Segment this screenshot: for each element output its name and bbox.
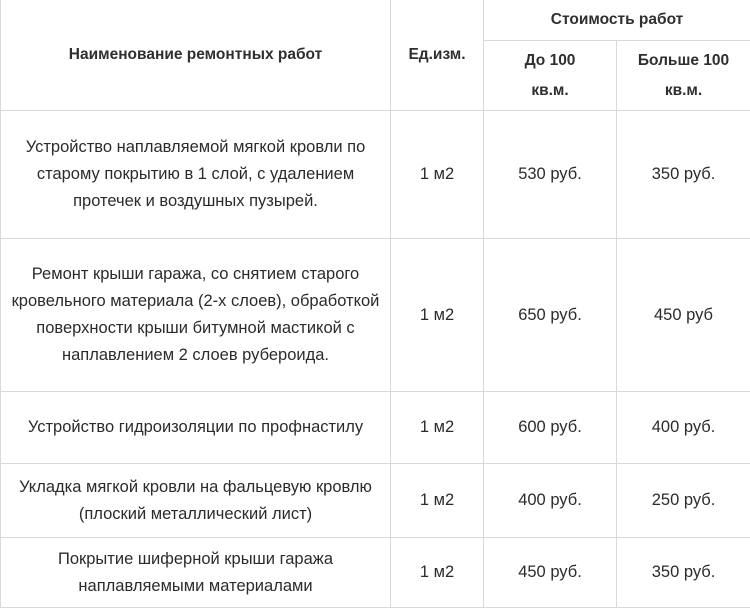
price-upto-100-cell: 450 руб. (484, 538, 617, 608)
unit-cell: 1 м2 (391, 239, 484, 392)
work-name-cell: Устройство наплавляемой мягкой кровли по старому покрытию в 1 слой, с удалением протечек и воздушных пузырей. (1, 111, 391, 239)
price-upto-100-cell: 400 руб. (484, 464, 617, 538)
table-row (1, 111, 750, 239)
header-unit: Ед.изм. (391, 0, 484, 111)
work-name-cell: Ремонт крыши гаража, со снятием старого кровельного материала (2-х слоев), обработкой поверхности крыши битумной мастикой с наплавлением 2 слоев рубероида. (1, 239, 391, 392)
header-work-name: Наименование ремонтных работ (1, 0, 391, 111)
table-row (1, 464, 750, 538)
unit-cell: 1 м2 (391, 392, 484, 464)
header-cost: Стоимость работ (484, 0, 750, 41)
work-name-cell: Укладка мягкой кровли на фальцевую кровлю (плоский металлический лист) (1, 464, 391, 538)
table-header (1, 0, 750, 111)
work-name-cell: Устройство гидроизоляции по профнастилу (1, 392, 391, 464)
header-upto-100-line1: До 100 (525, 46, 576, 76)
header-row (1, 0, 750, 41)
price-over-100-cell: 450 руб (617, 239, 750, 392)
header-over-100-line1: Больше 100 (638, 46, 729, 76)
header-over-100-line2: кв.м. (665, 76, 702, 106)
price-upto-100-cell: 650 руб. (484, 239, 617, 392)
table-row (1, 239, 750, 392)
price-upto-100-cell: 600 руб. (484, 392, 617, 464)
table-row (1, 538, 750, 608)
price-upto-100-cell: 530 руб. (484, 111, 617, 239)
header-over-100 (617, 41, 750, 111)
price-over-100-cell: 250 руб. (617, 464, 750, 538)
work-name-cell: Покрытие шиферной крыши гаража наплавляемыми материалами (1, 538, 391, 608)
unit-cell: 1 м2 (391, 538, 484, 608)
table-row (1, 392, 750, 464)
price-over-100-cell: 350 руб. (617, 538, 750, 608)
header-upto-100-line2: кв.м. (531, 76, 568, 106)
unit-cell: 1 м2 (391, 111, 484, 239)
price-over-100-cell: 350 руб. (617, 111, 750, 239)
table-body (1, 111, 750, 608)
price-over-100-cell: 400 руб. (617, 392, 750, 464)
unit-cell: 1 м2 (391, 464, 484, 538)
header-upto-100 (484, 41, 617, 111)
